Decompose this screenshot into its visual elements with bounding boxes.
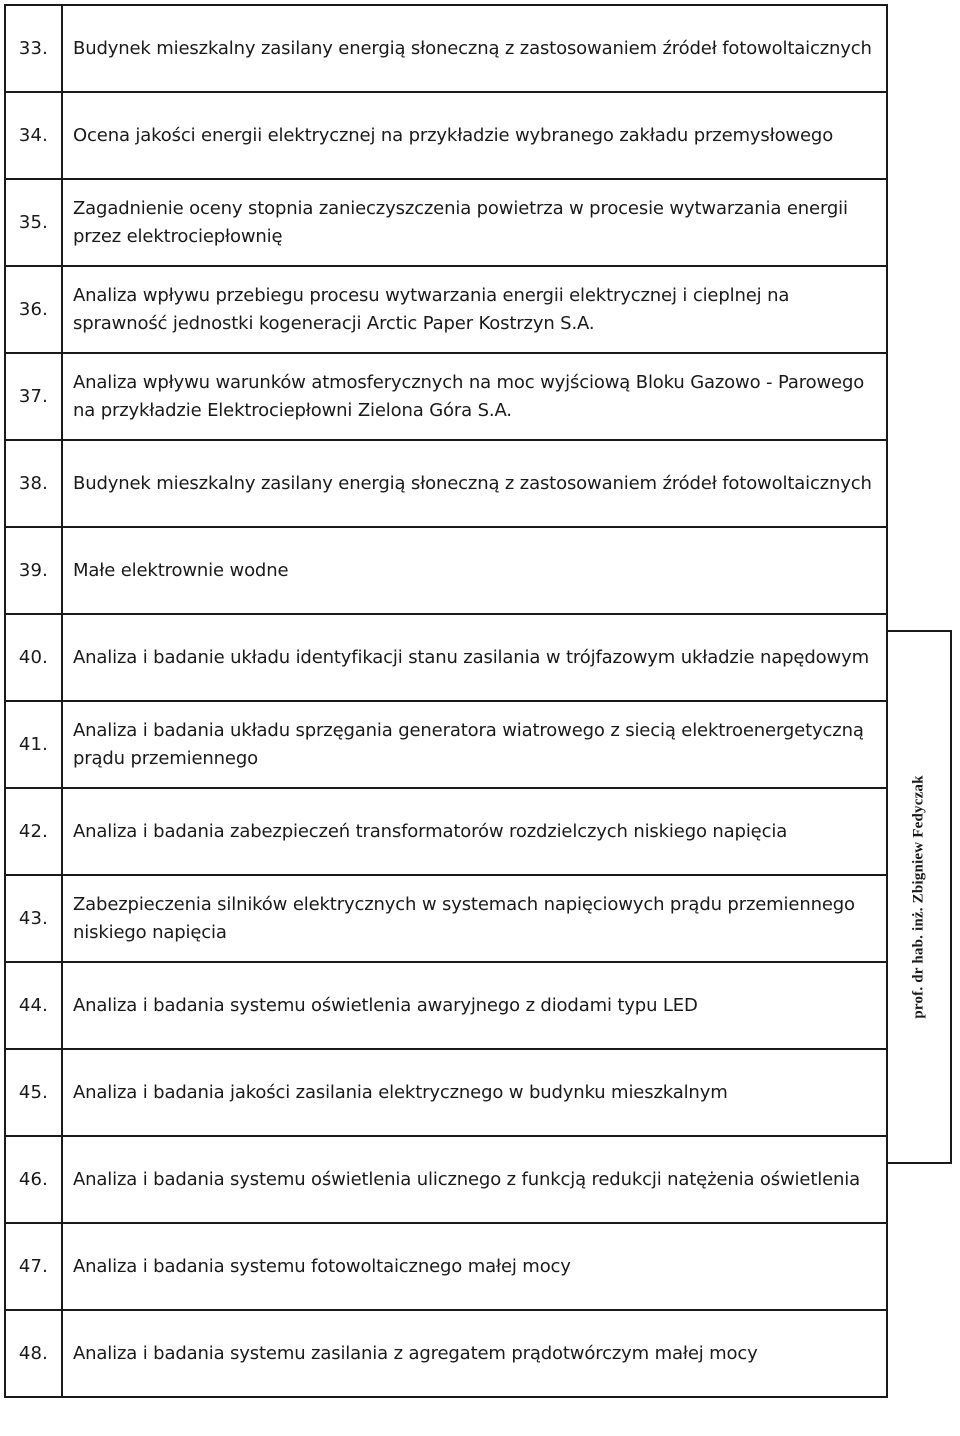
topic-number: 33. bbox=[5, 5, 62, 92]
topic-title: Analiza i badania systemu fotowoltaicznego małej mocy bbox=[62, 1223, 887, 1310]
topic-title: Analiza wpływu warunków atmosferycznych na moc wyjściową Bloku Gazowo - Parowego na przykładzie Elektrociepłowni Zielona Góra S.A. bbox=[62, 353, 887, 440]
topic-number: 47. bbox=[5, 1223, 62, 1310]
table-row bbox=[5, 788, 887, 875]
topic-number: 39. bbox=[5, 527, 62, 614]
topic-title: Zagadnienie oceny stopnia zanieczyszczenia powietrza w procesie wytwarzania energii przez elektrociepłownię bbox=[62, 179, 887, 266]
topic-title: Budynek mieszkalny zasilany energią słoneczną z zastosowaniem źródeł fotowoltaicznych bbox=[62, 5, 887, 92]
topics-table bbox=[4, 4, 888, 1398]
table-row bbox=[5, 440, 887, 527]
topic-number: 40. bbox=[5, 614, 62, 701]
topic-title: Zabezpieczenia silników elektrycznych w systemach napięciowych prądu przemiennego niskiego napięcia bbox=[62, 875, 887, 962]
topic-number: 38. bbox=[5, 440, 62, 527]
table-row bbox=[5, 1310, 887, 1397]
table-row bbox=[5, 962, 887, 1049]
topic-number: 42. bbox=[5, 788, 62, 875]
topic-title: Analiza i badania jakości zasilania elektrycznego w budynku mieszkalnym bbox=[62, 1049, 887, 1136]
table-row bbox=[5, 5, 887, 92]
topic-title: Analiza i badania zabezpieczeń transformatorów rozdzielczych niskiego napięcia bbox=[62, 788, 887, 875]
table-row bbox=[5, 875, 887, 962]
topic-number: 45. bbox=[5, 1049, 62, 1136]
topic-title: Małe elektrownie wodne bbox=[62, 527, 887, 614]
topic-title: Analiza i badanie układu identyfikacji stanu zasilania w trójfazowym układzie napędowym bbox=[62, 614, 887, 701]
table-row bbox=[5, 701, 887, 788]
topic-number: 34. bbox=[5, 92, 62, 179]
topics-table-body bbox=[5, 5, 887, 1397]
topic-number: 36. bbox=[5, 266, 62, 353]
topic-number: 41. bbox=[5, 701, 62, 788]
table-row bbox=[5, 1049, 887, 1136]
table-row bbox=[5, 1223, 887, 1310]
table-row bbox=[5, 353, 887, 440]
topic-number: 43. bbox=[5, 875, 62, 962]
supervisor-column bbox=[888, 630, 952, 1164]
topic-title: Analiza wpływu przebiegu procesu wytwarzania energii elektrycznej i cieplnej na sprawność jednostki kogeneracji Arctic Paper Kostrzyn S.A. bbox=[62, 266, 887, 353]
topic-title: Analiza i badania systemu zasilania z agregatem prądotwórczym małej mocy bbox=[62, 1310, 887, 1397]
table-row bbox=[5, 527, 887, 614]
topic-title: Ocena jakości energii elektrycznej na przykładzie wybranego zakładu przemysłowego bbox=[62, 92, 887, 179]
topic-title: Analiza i badania systemu oświetlenia awaryjnego z diodami typu LED bbox=[62, 962, 887, 1049]
topic-number: 44. bbox=[5, 962, 62, 1049]
table-row bbox=[5, 266, 887, 353]
topic-number: 37. bbox=[5, 353, 62, 440]
table-row bbox=[5, 614, 887, 701]
topic-number: 46. bbox=[5, 1136, 62, 1223]
topic-number: 48. bbox=[5, 1310, 62, 1397]
topic-number: 35. bbox=[5, 179, 62, 266]
topic-title: Budynek mieszkalny zasilany energią słoneczną z zastosowaniem źródeł fotowoltaicznych bbox=[62, 440, 887, 527]
table-row bbox=[5, 1136, 887, 1223]
table-row bbox=[5, 92, 887, 179]
table-row bbox=[5, 179, 887, 266]
supervisor-name: prof. dr hab. inż. Zbigniew Fedyczak bbox=[910, 775, 927, 1019]
topic-title: Analiza i badania układu sprzęgania generatora wiatrowego z siecią elektroenergetyczną prądu przemiennego bbox=[62, 701, 887, 788]
topic-title: Analiza i badania systemu oświetlenia ulicznego z funkcją redukcji natężenia oświetlenia bbox=[62, 1136, 887, 1223]
